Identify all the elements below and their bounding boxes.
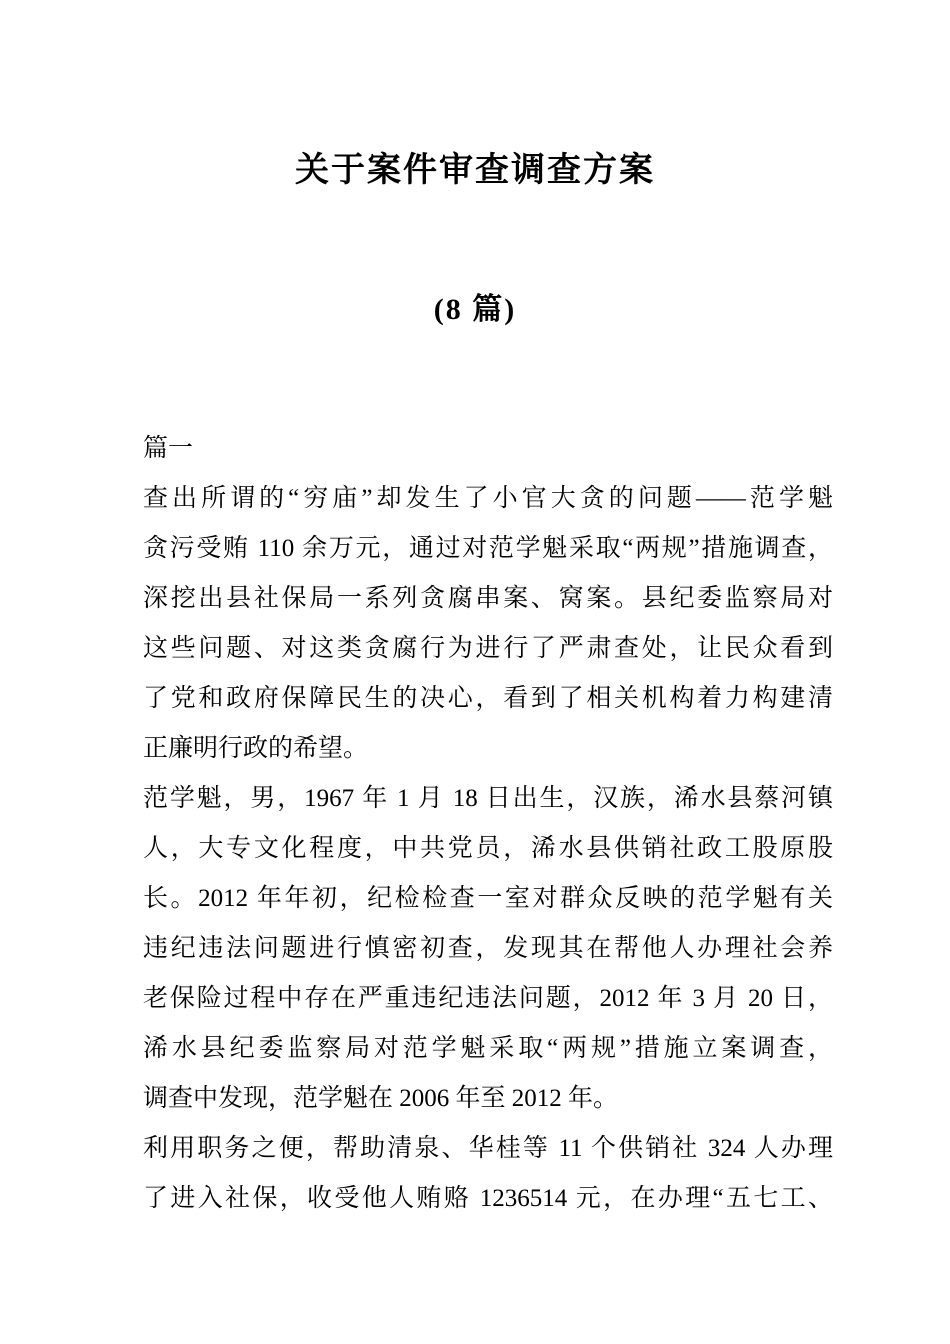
document-body [143, 424, 833, 1224]
text-line: 长。2012 年年初，纪检检查一室对群众反映的范学魁有关 [143, 885, 833, 912]
text-line: 查出所谓的“穷庙”却发生了小官大贪的问题——范学魁 [143, 485, 833, 512]
text-line: 人，大专文化程度，中共党员，浠水县供销社政工股原股 [143, 835, 833, 862]
text-line: 正廉明行政的希望。 [143, 735, 369, 762]
text-line: 深挖出县社保局一系列贪腐串案、窝案。县纪委监察局对 [143, 585, 833, 612]
text-line: 贪污受贿 110 余万元，通过对范学魁采取“两规”措施调查， [143, 535, 833, 562]
text-line: 违纪违法问题进行慎密初查，发现其在帮他人办理社会养 [143, 935, 833, 962]
text-line: 了党和政府保障民生的决心，看到了相关机构着力构建清 [143, 685, 833, 712]
text-line: 范学魁，男，1967 年 1 月 18 日出生，汉族，浠水县蔡河镇 [143, 785, 833, 812]
document-title: 关于案件审查调查方案 [295, 152, 655, 189]
text-line: 了进入社保，收受他人贿赂 1236514 元，在办理“五七工、 [143, 1185, 833, 1212]
article-count-label: (8 篇) [433, 293, 517, 326]
text-line: 调查中发现，范学魁在 2006 年至 2012 年。 [143, 1085, 619, 1112]
text-line: 浠水县纪委监察局对范学魁采取“两规”措施立案调查， [143, 1035, 833, 1062]
text-line: 老保险过程中存在严重违纪违法问题，2012 年 3 月 20 日， [143, 985, 833, 1012]
text-line: 这些问题、对这类贪腐行为进行了严肃查处，让民众看到 [143, 635, 833, 662]
section-heading: 篇一 [143, 435, 194, 462]
text-line: 利用职务之便，帮助清泉、华桂等 11 个供销社 324 人办理 [143, 1135, 833, 1162]
